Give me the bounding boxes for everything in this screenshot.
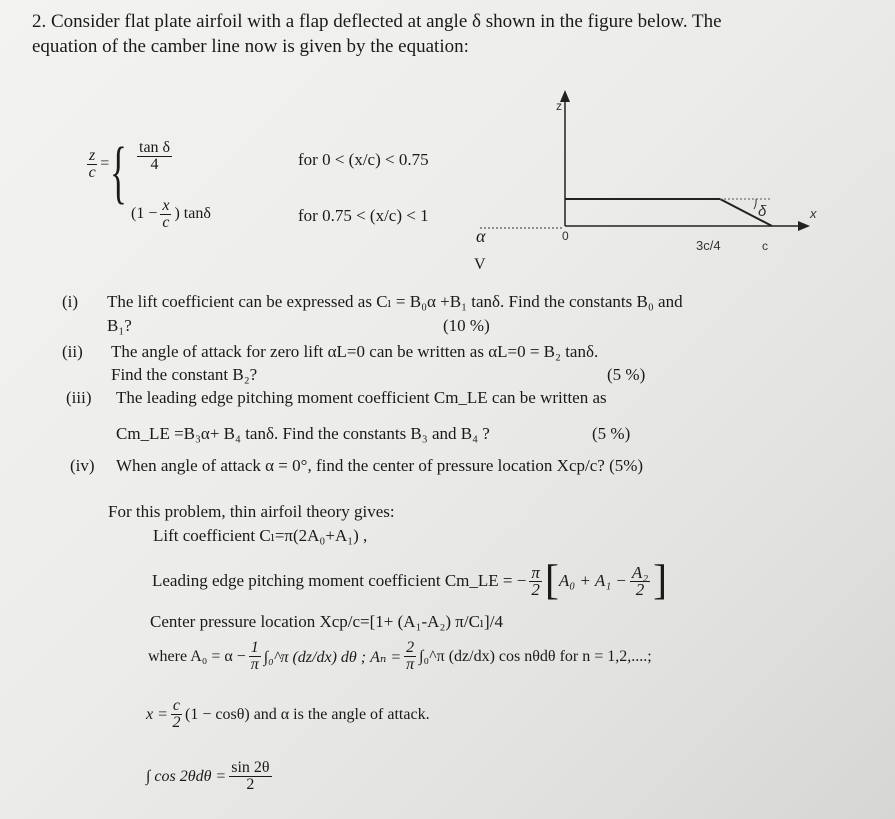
theory-x-definition xyxy=(146,698,430,731)
x-axis-label: x xyxy=(810,206,817,221)
where-an-den: π xyxy=(406,656,415,673)
origin-label: 0 xyxy=(562,229,569,243)
x-def-pre: x = xyxy=(146,705,168,723)
moment-a2-num: A₂ xyxy=(631,562,649,582)
equation-lhs: $\frac{z}{c}$ = xyxy=(88,147,110,181)
integral-pre: ∫ cos 2θdθ = xyxy=(146,767,227,785)
piecewise-brace: { xyxy=(110,134,127,211)
case2-post: ) tanδ xyxy=(174,205,211,223)
moment-close-bracket: ] xyxy=(653,558,668,604)
theory-center-pressure: Center pressure location Xcp/c=[1+ (A₁-A₂) π/Cₗ]/4 xyxy=(150,612,503,631)
delta-arc xyxy=(754,199,756,209)
question-2-line2: Find the constant B₂? xyxy=(111,365,258,384)
question-3-line1: The leading edge pitching moment coefficient Cm_LE can be written as xyxy=(116,388,607,407)
question-1-number: (i) xyxy=(62,292,79,311)
alpha-label: α xyxy=(476,226,486,246)
where-a0-num: 1 xyxy=(250,639,259,656)
case2-condition: for 0.75 < (x/c) < 1 xyxy=(298,206,429,225)
problem-title-line2: equation of the camber line now is given by the equation: xyxy=(32,36,469,57)
tick-c: c xyxy=(762,239,768,253)
where-a0: where A₀ = α − xyxy=(148,647,246,665)
x-def-post: (1 − cosθ) and α is the angle of attack. xyxy=(185,705,430,723)
x-axis-arrowhead xyxy=(798,221,810,231)
x-def-num: c xyxy=(172,697,181,714)
question-3-points: (5 %) xyxy=(592,424,631,443)
question-4-line1: When angle of attack α = 0°, find the center of pressure location Xcp/c? (5%) xyxy=(116,456,644,475)
question-1-line1: The lift coefficient can be expressed as Cₗ = B₀α +B₁ tanδ. Find the constants B₀ and xyxy=(107,292,683,311)
lhs-denominator: c xyxy=(88,164,96,181)
z-axis-label: z xyxy=(556,99,562,113)
moment-label: Leading edge pitching moment coefficient Cm_LE = − xyxy=(152,571,527,590)
moment-open-bracket: [ xyxy=(544,558,559,604)
problem-title-line1: 2. Consider flat plate airfoil with a flap deflected at angle δ shown in the figure below. The xyxy=(32,11,722,32)
x-def-den: 2 xyxy=(172,714,181,731)
theory-integral-identity xyxy=(146,760,275,793)
question-3-number: (iii) xyxy=(66,388,92,407)
airfoil-flap-figure xyxy=(470,78,830,278)
lhs-numerator: z xyxy=(89,147,96,164)
case2-expression xyxy=(131,198,211,231)
moment-frac-den: 2 xyxy=(531,579,540,599)
question-3-line2: Cm_LE =B₃α+ B₄ tanδ. Find the constants B₃ and B₄ ? xyxy=(116,424,490,443)
question-2-number: (ii) xyxy=(62,342,83,361)
case2-frac-den: c xyxy=(162,214,170,231)
moment-frac-num: π xyxy=(531,562,540,582)
question-1-line2: B₁? xyxy=(107,316,132,335)
velocity-label: V xyxy=(474,256,486,273)
moment-bracket-body: A₀ + A₁ − xyxy=(558,571,627,590)
theory-intro: For this problem, thin airfoil theory gives: xyxy=(108,502,395,521)
case1-fraction xyxy=(134,140,175,173)
where-an-integral: ∫₀^π (dz/dx) cos nθdθ for n = 1,2,....; xyxy=(419,647,652,665)
where-a0-den: π xyxy=(250,656,259,673)
theory-moment xyxy=(152,560,667,602)
case2-pre: (1 − xyxy=(131,205,158,223)
case1-numerator: tan δ xyxy=(139,139,171,156)
case2-frac-num: x xyxy=(162,197,170,214)
case1-denominator: 4 xyxy=(150,156,159,173)
theory-where xyxy=(148,640,652,673)
question-2-points: (5 %) xyxy=(607,365,646,384)
theory-lift: Lift coefficient Cₗ=π(2A₀+A₁) , xyxy=(153,526,368,545)
where-an-num: 2 xyxy=(406,639,415,656)
integral-num: sin 2θ xyxy=(231,759,270,776)
tick-3c4: 3c/4 xyxy=(696,238,721,253)
moment-a2-den: 2 xyxy=(635,579,645,599)
question-2-line1: The angle of attack for zero lift αL=0 can be written as αL=0 = B₂ tanδ. xyxy=(111,342,599,361)
question-1-points: (10 %) xyxy=(443,316,490,335)
integral-den: 2 xyxy=(246,776,255,793)
case1-condition: for 0 < (x/c) < 0.75 xyxy=(298,150,429,169)
delta-label: δ xyxy=(758,203,767,220)
question-4-number: (iv) xyxy=(70,456,95,475)
where-a0-integral: ∫₀^π (dz/dx) dθ ; Aₙ = xyxy=(263,648,402,666)
